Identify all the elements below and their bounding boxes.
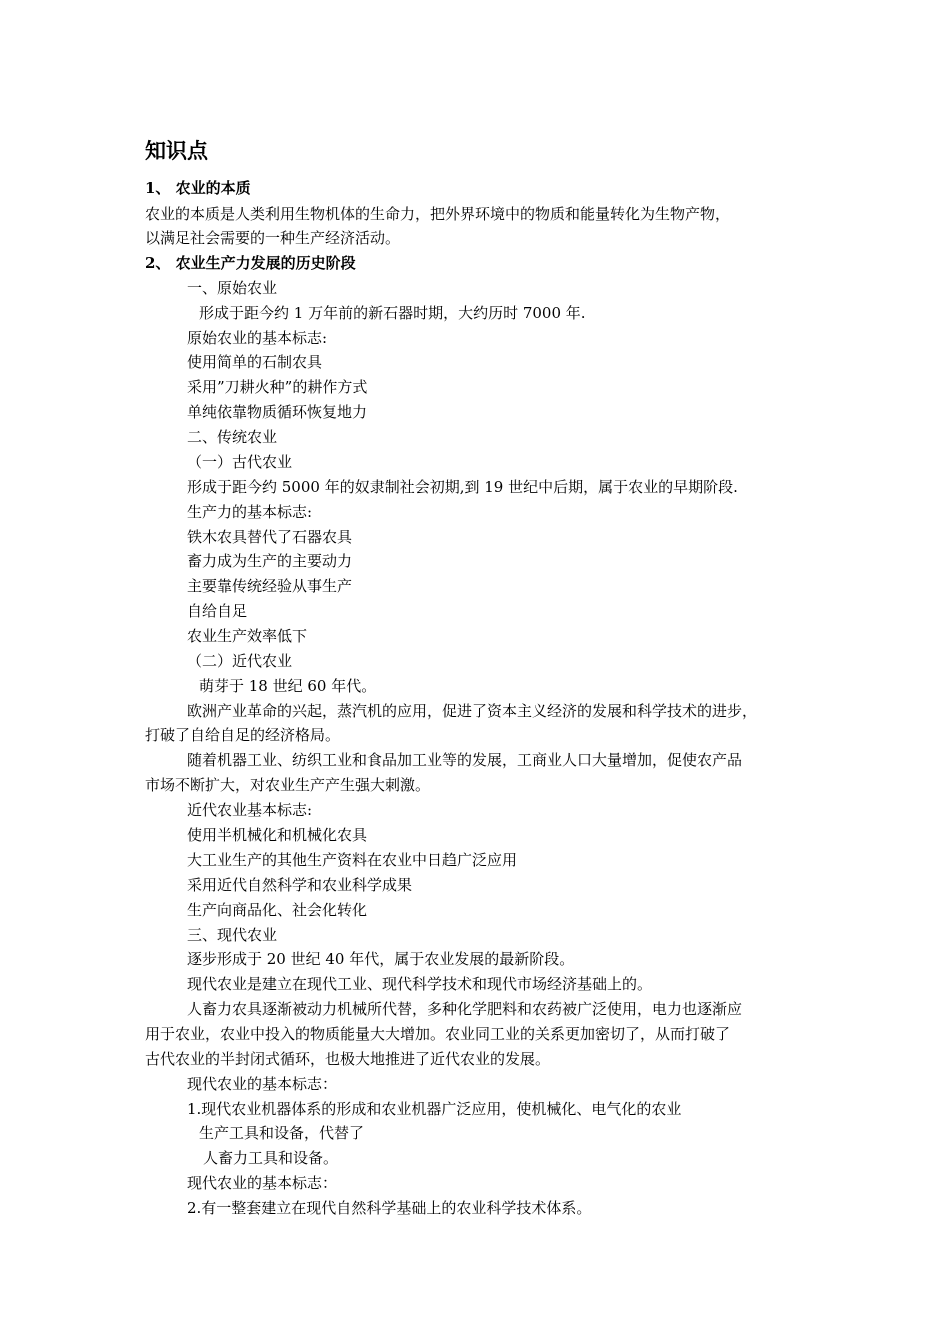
paragraph-line: 人畜力农具逐渐被动力机械所代替，多种化学肥料和农药被广泛使用，电力也逐渐应 [187, 1000, 743, 1018]
list-item: 铁木农具替代了石器农具 [187, 528, 353, 546]
list-item: 2.有一整套建立在现代自然科学基础上的农业科学技术体系。 [187, 1199, 592, 1217]
subheading-ancient-agriculture: （一）古代农业 [187, 453, 293, 471]
list-item: 畜力成为生产的主要动力 [187, 552, 353, 570]
list-item-continuation: 生产工具和设备，代替了 [199, 1124, 365, 1142]
page-title: 知识点 [145, 138, 208, 163]
paragraph-line: 随着机器工业、纺织工业和食品加工业等的发展，工商业人口大量增加，促使农产品 [187, 751, 743, 769]
subheading-modern-early-agriculture: （二）近代农业 [187, 652, 293, 670]
list-item: 单纯依靠物质循环恢复地力 [187, 403, 368, 421]
paragraph-line: 市场不断扩大，对农业生产产生强大刺激。 [145, 776, 431, 794]
paragraph-line: 近代农业基本标志: [187, 801, 313, 819]
paragraph-line: 古代农业的半封闭式循环，也极大地推进了近代农业的发展。 [145, 1050, 551, 1068]
list-item: 农业生产效率低下 [187, 627, 308, 645]
list-item: 采用”刀耕火种”的耕作方式 [187, 378, 368, 396]
paragraph-line: 以满足社会需要的一种生产经济活动。 [145, 229, 401, 247]
list-item: 采用近代自然科学和农业科学成果 [187, 876, 413, 894]
paragraph-line: 欧洲产业革命的兴起，蒸汽机的应用，促进了资本主义经济的发展和科学技术的进步， [187, 702, 758, 720]
paragraph-line: 用于农业，农业中投入的物质能量大大增加。农业同工业的关系更加密切了，从而打破了 [145, 1025, 731, 1043]
list-item: 1.现代农业机器体系的形成和农业机器广泛应用，使机械化、电气化的农业 [187, 1100, 682, 1118]
paragraph-line: 现代农业的基本标志： [187, 1075, 338, 1093]
section-heading-2: 2、 农业生产力发展的历史阶段 [145, 254, 356, 272]
list-item: 自给自足 [187, 602, 248, 620]
paragraph-line: 萌芽于 18 世纪 60 年代。 [199, 677, 377, 695]
paragraph-line: 打破了自给自足的经济格局。 [145, 726, 341, 744]
subheading-traditional-agriculture: 二、传统农业 [187, 428, 278, 446]
list-item: 主要靠传统经验从事生产 [187, 577, 353, 595]
paragraph-line: 逐步形成于 20 世纪 40 年代，属于农业发展的最新阶段。 [187, 950, 575, 968]
list-item: 使用半机械化和机械化农具 [187, 826, 368, 844]
list-item: 大工业生产的其他生产资料在农业中日趋广泛应用 [187, 851, 518, 869]
paragraph-line: 现代农业的基本标志： [187, 1174, 338, 1192]
paragraph-line: 生产力的基本标志: [187, 503, 313, 521]
list-item-continuation: 人畜力工具和设备。 [203, 1149, 339, 1167]
paragraph-line: 形成于距今约 1 万年前的新石器时期，大约历时 7000 年. [199, 304, 586, 322]
subheading-modern-agriculture: 三、现代农业 [187, 926, 278, 944]
subheading-primitive-agriculture: 一、原始农业 [187, 279, 278, 297]
paragraph-line: 形成于距今约 5000 年的奴隶制社会初期,到 19 世纪中后期，属于农业的早期阶段. [187, 478, 738, 496]
section-heading-1: 1、 农业的本质 [145, 179, 251, 197]
paragraph-line: 农业的本质是人类利用生物机体的生命力，把外界环境中的物质和能量转化为生物产物， [145, 205, 731, 223]
list-item: 使用简单的石制农具 [187, 353, 323, 371]
list-item: 生产向商品化、社会化转化 [187, 901, 368, 919]
paragraph-line: 原始农业的基本标志: [187, 329, 328, 347]
paragraph-line: 现代农业是建立在现代工业、现代科学技术和现代市场经济基础上的。 [187, 975, 653, 993]
